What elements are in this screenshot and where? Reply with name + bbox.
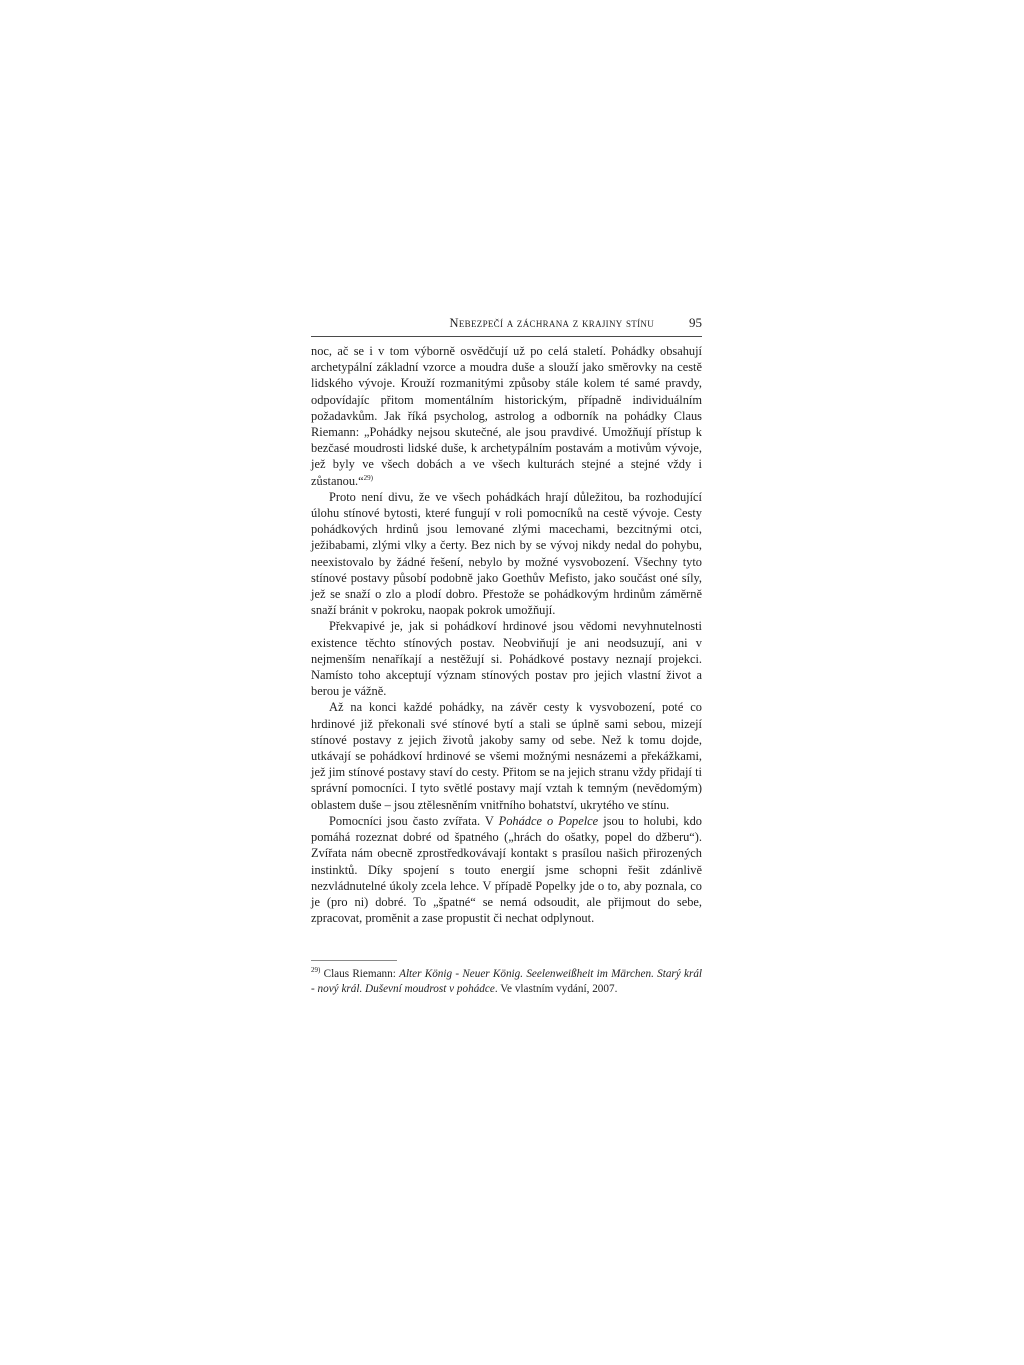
paragraph-text: noc, ač se i v tom výborně osvědčují už po celá staletí. Pohádky obsahují archetypální základní vzorce a moudra duše a slouží jako směrovky na cestě lidského vývoje. Krouží rozmanitými způsoby stále kolem té samé pravdy, odpovídajíc přitom momentálním historickým, případně individuálním požadavkům. Jak říká psycholog, astrolog a odborník na pohádky Claus Riemann: „Pohádky nejsou skutečné, ale jsou pravdivé. Umožňují přístup k bezčasé moudrosti lidské duše, k archetypálním postavám a motivům vývoje, jež byly ve všech dobách a ve všech kulturách stejné a stejné vždy i zůstanou.“ bbox=[311, 344, 702, 488]
footnote-text: Claus Riemann: bbox=[323, 968, 400, 980]
footnote-reference: 29) bbox=[363, 473, 373, 482]
page-number: 95 bbox=[689, 315, 702, 330]
footnote bbox=[311, 967, 702, 997]
paragraph-text: Pomocníci jsou často zvířata. V bbox=[329, 813, 499, 828]
paragraph: Proto není divu, že ve všech pohádkách hrají důležitou, ba rozhodující úlohu stínové bytosti, které fungují v roli pomocníků na cestě vývoje. Cesty pohádkových hrdinů jsou lemované zlými macechami, bezcitnými otci, ježibabami, zlými vlky a čerty. Bez nich by se vývoj nikdy nedal do pohybu, neexistovalo by žádné řešení, nebylo by možné vysvobození. Všechny tyto stínové postavy působí podobně jako Goethův Mefisto, jako součást oné síly, jež se snaží o zlo a plodí dobro. Přestože se pohádkovým hrdinům záměrně snaží bránit v pokroku, naopak pokrok umožňují. bbox=[311, 489, 702, 618]
footnote-title-italic: Alter König - Neuer König. Seelenweißheit im Märchen. Starý král - nový král. Duševní moudrost v pohádce bbox=[311, 968, 703, 995]
book-title-italic: Pohádce o Popelce bbox=[498, 813, 599, 828]
footnote-number: 29) bbox=[311, 966, 321, 974]
running-title: Nebezpečí a záchrana z krajiny stínu bbox=[449, 316, 654, 330]
footnote-text: . Ve vlastním vydání, 2007. bbox=[494, 983, 618, 995]
paragraph: Až na konci každé pohádky, na závěr cesty k vysvobození, poté co hrdinové již překonali své stínové bytí a stali se úplně sami sebou, mizejí stínové postavy z jejich životů jakoby samy od sebe. Než k tomu dojde, utkávají se pohádkoví hrdinové se všemi možnými nesnázemi a překážkami, jež jim stínové postavy staví do cesty. Přitom se na jejich stranu vždy přidají ti správní pomocníci. I tyto světlé postavy mají vztah k temným (nevědomým) oblastem duše – jsou ztělesněním vnitřního bohatství, ukrytého ve stínu. bbox=[311, 700, 702, 812]
page-header bbox=[311, 314, 702, 337]
paragraph bbox=[311, 813, 702, 926]
paragraph bbox=[311, 343, 702, 489]
paragraph: Překvapivé je, jak si pohádkoví hrdinové jsou vědomi nevyhnutelnosti existence těchto stínových postav. Neobviňují je ani neodsuzují, ani v nejmenším nenaříkají a nestěžují si. Pohádkové postavy neznají projekci. Namísto toho akceptují význam stínových postav pro jejich vlastní život a berou je vážně. bbox=[311, 619, 702, 699]
body-text bbox=[311, 343, 702, 926]
paragraph-text: jsou to holubi, kdo pomáhá rozeznat dobré od špatného („hrách do ošatky, popel do džberu“). Zvířata nám obecně zprostředkovávají kontakt s prasílou našich přirozených instinktů. Díky spojení s touto energií jsme schopni řešit zdánlivě nezvládnutelné úkoly zcela lehce. V případě Popelky jde o to, aby poznala, co je (pro ni) dobré. To „špatné“ se nemá odsoudit, ale přijmout do sebe, zpracovat, proměnit a zase propustit či nechat odplynout. bbox=[311, 813, 703, 926]
footnote-divider bbox=[311, 960, 397, 961]
